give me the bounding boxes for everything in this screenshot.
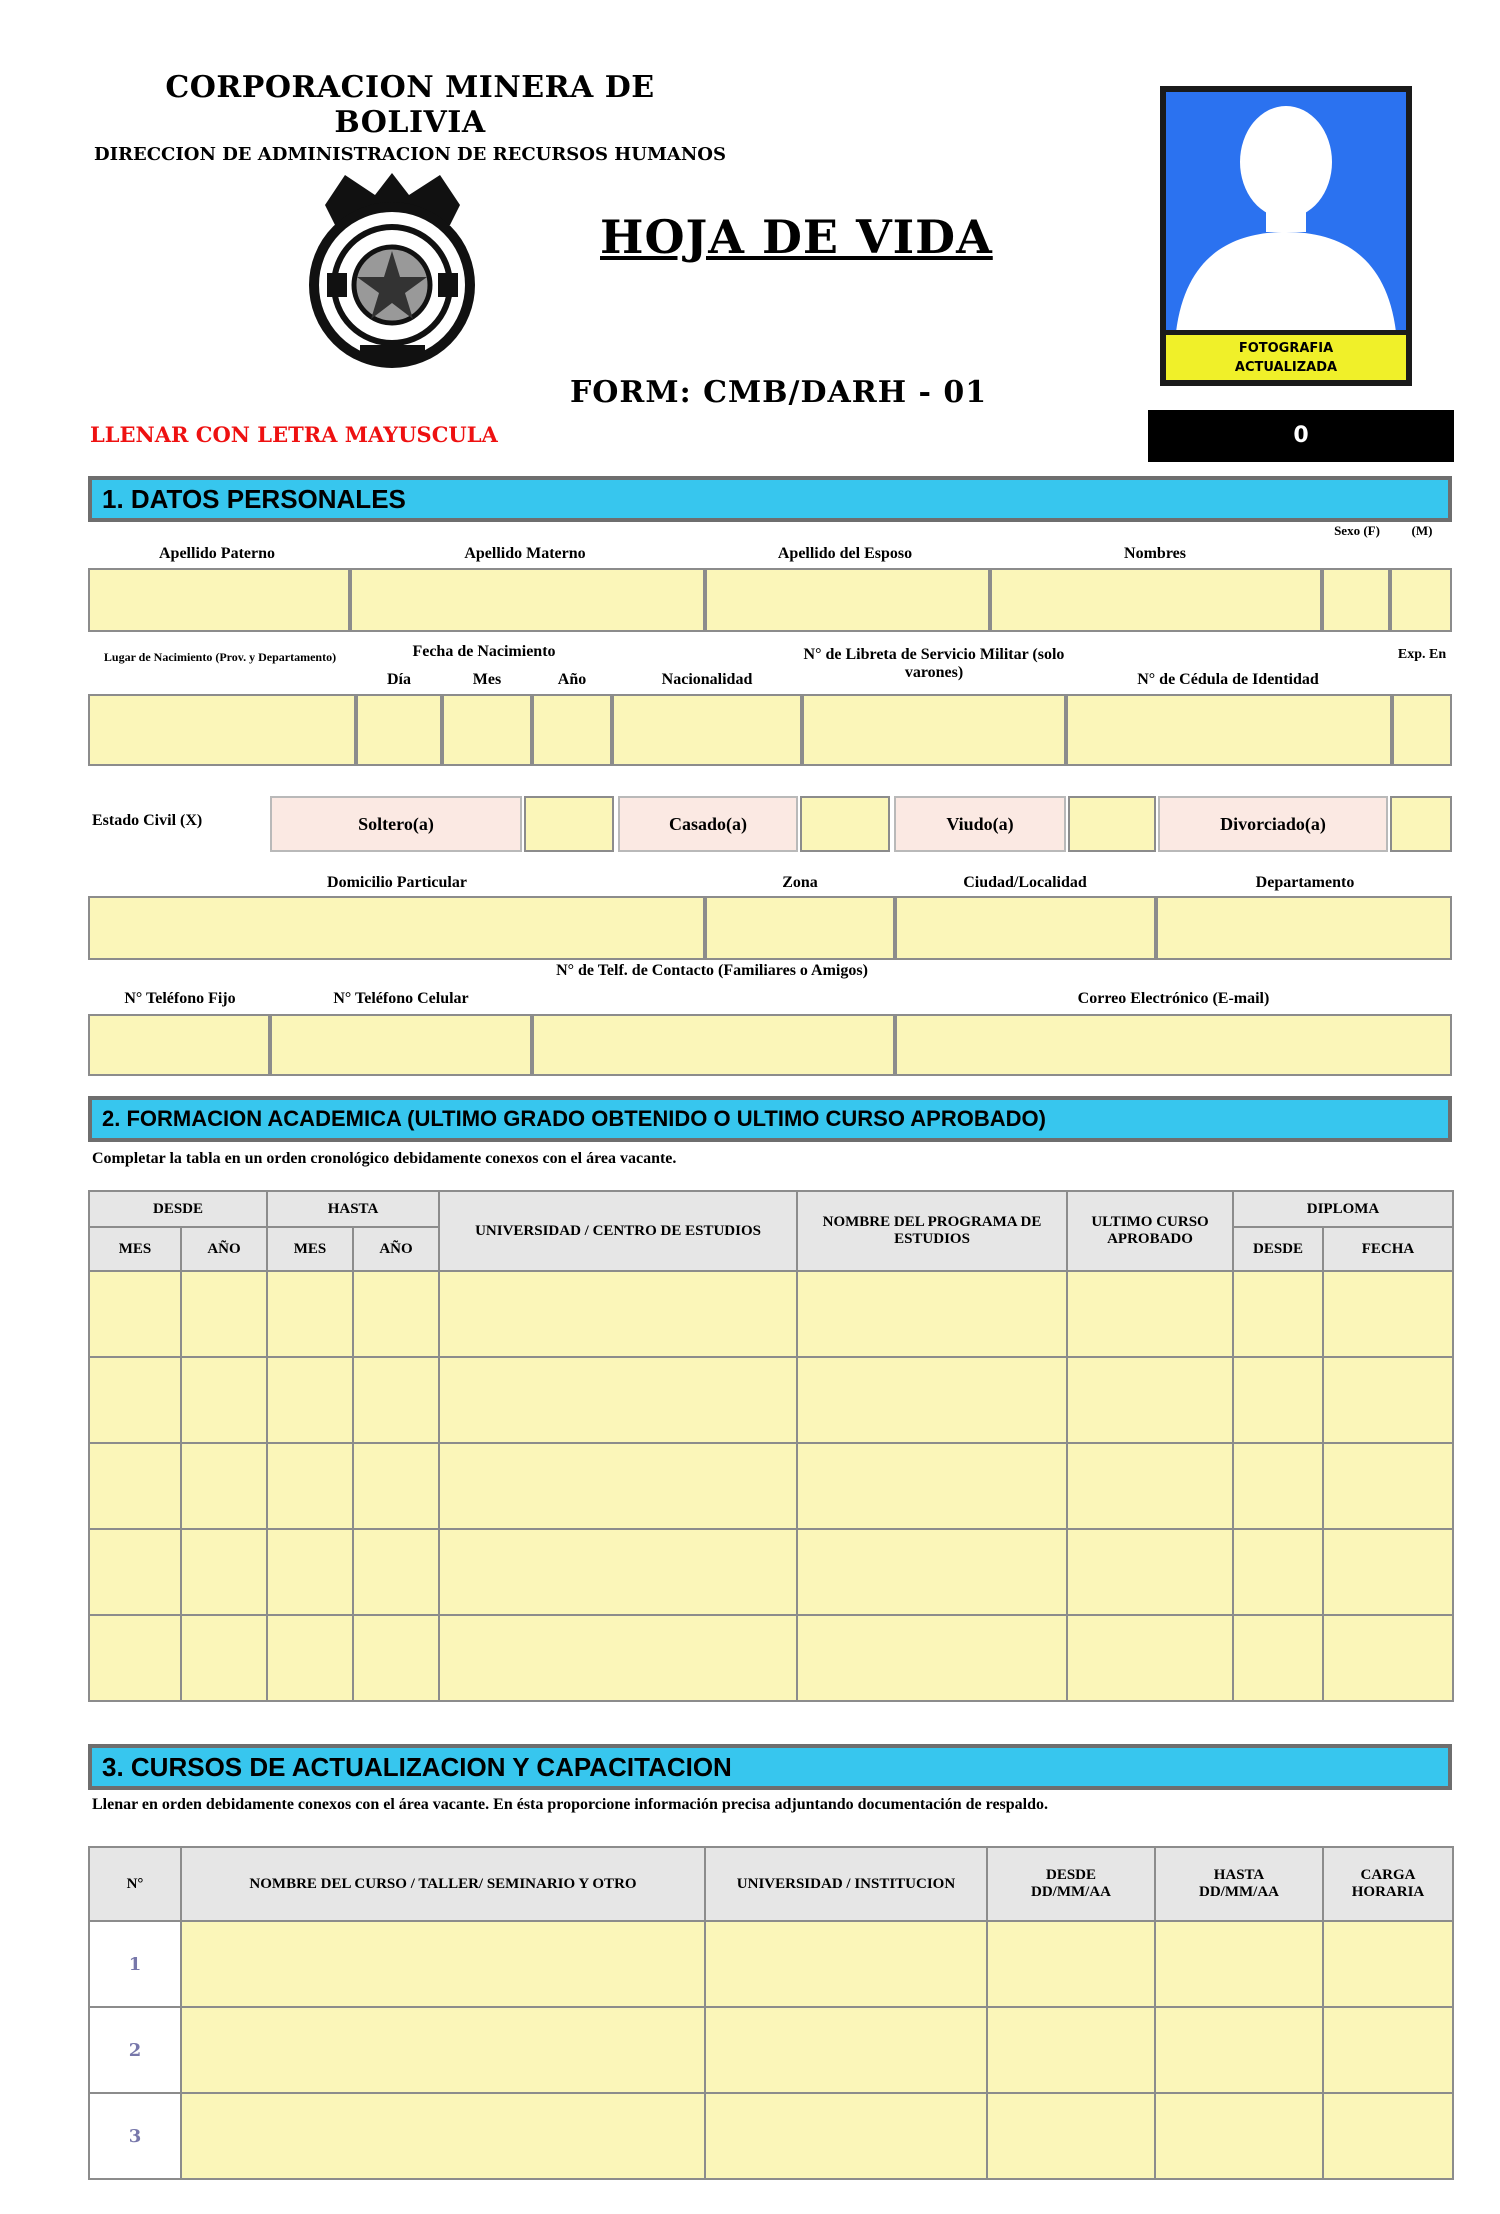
table-cell[interactable] (987, 2093, 1155, 2179)
names-field[interactable] (990, 568, 1322, 632)
table-cell[interactable] (1323, 1271, 1453, 1357)
table-row (89, 1921, 1453, 2007)
department-field[interactable] (1156, 896, 1452, 960)
table-cell[interactable] (1233, 1615, 1323, 1701)
table-cell[interactable] (267, 1357, 353, 1443)
table-cell[interactable] (1233, 1271, 1323, 1357)
table-cell[interactable] (181, 2007, 705, 2093)
table-cell[interactable] (267, 1443, 353, 1529)
label-email: Correo Electrónico (E-mail) (1077, 990, 1270, 1007)
table-cell[interactable] (797, 1271, 1067, 1357)
label-month: Mes (472, 671, 502, 688)
organization-header (90, 70, 730, 165)
issued-in-field[interactable] (1392, 694, 1452, 766)
table-cell[interactable] (797, 1357, 1067, 1443)
header-from-year: AÑO (181, 1227, 267, 1271)
table-cell[interactable] (267, 1529, 353, 1615)
table-cell[interactable] (987, 2007, 1155, 2093)
label-day: Día (387, 671, 411, 688)
table-cell[interactable] (181, 1443, 267, 1529)
sex-f-field[interactable] (1322, 568, 1390, 632)
table-cell[interactable] (353, 1357, 439, 1443)
table-cell[interactable] (439, 1271, 797, 1357)
emblem-logo-icon (305, 165, 480, 370)
table-cell[interactable] (439, 1443, 797, 1529)
label-city: Ciudad/Localidad (963, 874, 1087, 891)
label-civil-status: Estado Civil (X) (92, 812, 203, 829)
counter-field: 0 (1148, 410, 1454, 462)
training-table (88, 1846, 1454, 2180)
label-names: Nombres (1124, 545, 1186, 562)
table-cell[interactable] (89, 1271, 181, 1357)
table-cell[interactable] (1323, 1529, 1453, 1615)
birth-day-field[interactable] (356, 694, 442, 766)
header-number: N° (89, 1847, 181, 1921)
table-row (89, 1443, 1453, 1529)
table-cell[interactable] (353, 1529, 439, 1615)
table-cell[interactable] (439, 1357, 797, 1443)
organization-name: CORPORACION MINERA DE BOLIVIA (165, 70, 655, 140)
header-from-month: MES (89, 1227, 181, 1271)
section-2-note: Completar la tabla en un orden cronológico debidamente conexos con el área vacante. (92, 1150, 677, 1167)
nationality-field[interactable] (612, 694, 802, 766)
label-birthplace: Lugar de Nacimiento (Prov. y Departamento) (103, 650, 337, 664)
maternal-surname-field[interactable] (350, 568, 705, 632)
table-cell[interactable] (181, 1615, 267, 1701)
academic-table (88, 1190, 1454, 1702)
section-3-note: Llenar en orden debidamente conexos con el área vacante. En ésta proporcione información precisa adjuntando documentación de respaldo. (92, 1796, 1049, 1813)
header-course-name: NOMBRE DEL CURSO / TALLER/ SEMINARIO Y OTRO (181, 1847, 705, 1921)
table-cell[interactable] (1323, 1615, 1453, 1701)
section-1-header: 1. DATOS PERSONALES (88, 476, 1452, 522)
label-address: Domicilio Particular (327, 874, 467, 891)
table-cell[interactable] (1323, 2093, 1453, 2179)
civil-status-married-button[interactable]: Casado(a) (618, 796, 798, 852)
header-course-to: HASTA DD/MM/AA (1155, 1847, 1323, 1921)
table-cell[interactable] (1155, 1921, 1323, 2007)
table-cell[interactable] (705, 2093, 987, 2179)
header-to-month: MES (267, 1227, 353, 1271)
civil-status-widowed-field[interactable] (1068, 796, 1156, 852)
form-title: HOJA DE VIDA (600, 210, 993, 264)
label-contact-phone: N° de Telf. de Contacto (Familiares o Amigos) (556, 962, 868, 979)
civil-status-widowed-button[interactable]: Viudo(a) (894, 796, 1066, 852)
table-cell[interactable] (181, 1271, 267, 1357)
label-year: Año (557, 671, 587, 688)
table-cell[interactable] (797, 1443, 1067, 1529)
label-cellphone: N° Teléfono Celular (333, 990, 469, 1007)
spouse-surname-field[interactable] (705, 568, 990, 632)
birthplace-field[interactable] (88, 694, 356, 766)
table-cell[interactable] (1323, 1921, 1453, 2007)
id-card-field[interactable] (1066, 694, 1392, 766)
city-field[interactable] (895, 896, 1156, 960)
military-card-field[interactable] (802, 694, 1066, 766)
label-sex-f: Sexo (F) (1334, 523, 1380, 538)
table-cell[interactable] (705, 2007, 987, 2093)
table-cell[interactable] (1233, 1529, 1323, 1615)
civil-status-divorced-button[interactable]: Divorciado(a) (1158, 796, 1388, 852)
table-cell[interactable] (181, 1357, 267, 1443)
row-number: 2 (89, 2007, 181, 2093)
table-cell[interactable] (89, 1615, 181, 1701)
address-field[interactable] (88, 896, 705, 960)
table-row (89, 2007, 1453, 2093)
table-cell[interactable] (797, 1615, 1067, 1701)
header-hours: CARGA HORARIA (1323, 1847, 1453, 1921)
table-cell[interactable] (987, 1921, 1155, 2007)
label-military-card: N° de Libreta de Servicio Militar (solo varones) (803, 646, 1065, 681)
row-number: 3 (89, 2093, 181, 2179)
civil-status-single-field[interactable] (524, 796, 614, 852)
table-cell[interactable] (353, 1443, 439, 1529)
header-institution: UNIVERSIDAD / INSTITUCION (705, 1847, 987, 1921)
birth-year-field[interactable] (532, 694, 612, 766)
person-silhouette-icon (1166, 92, 1406, 332)
civil-status-divorced-field[interactable] (1390, 796, 1452, 852)
label-maternal-surname: Apellido Materno (464, 545, 586, 562)
label-sex-m: (M) (1411, 523, 1433, 538)
table-cell[interactable] (1067, 1357, 1233, 1443)
form-code: FORM: CMB/DARH - 01 (570, 375, 988, 410)
table-cell[interactable] (353, 1615, 439, 1701)
header-to: HASTA (267, 1191, 439, 1227)
header-last-course: ULTIMO CURSO APROBADO (1067, 1191, 1233, 1271)
label-department: Departamento (1255, 874, 1355, 891)
contact-phone-field[interactable] (532, 1014, 895, 1076)
header-from: DESDE (89, 1191, 267, 1227)
cellphone-field[interactable] (270, 1014, 532, 1076)
table-cell[interactable] (439, 1615, 797, 1701)
table-cell[interactable] (797, 1529, 1067, 1615)
birth-month-field[interactable] (442, 694, 532, 766)
table-cell[interactable] (1155, 2093, 1323, 2179)
civil-status-single-button[interactable]: Soltero(a) (270, 796, 522, 852)
table-cell[interactable] (1233, 1443, 1323, 1529)
header-to-year: AÑO (353, 1227, 439, 1271)
table-cell[interactable] (1323, 1357, 1453, 1443)
table-cell[interactable] (1067, 1615, 1233, 1701)
uppercase-warning: LLENAR CON LETRA MAYUSCULA (90, 422, 498, 447)
table-cell[interactable] (439, 1529, 797, 1615)
header-degree: DIPLOMA (1233, 1191, 1453, 1227)
label-issued-in: Exp. En (1397, 647, 1447, 662)
table-cell[interactable] (1067, 1529, 1233, 1615)
label-landline: N° Teléfono Fijo (124, 990, 236, 1007)
section-2-header: 2. FORMACION ACADEMICA (ULTIMO GRADO OBTENIDO O ULTIMO CURSO APROBADO) (88, 1096, 1452, 1142)
header-course-from: DESDE DD/MM/AA (987, 1847, 1155, 1921)
table-cell[interactable] (267, 1271, 353, 1357)
table-row (89, 1271, 1453, 1357)
table-cell[interactable] (181, 1529, 267, 1615)
table-cell[interactable] (89, 1357, 181, 1443)
table-cell[interactable] (1233, 1357, 1323, 1443)
table-cell[interactable] (89, 1529, 181, 1615)
email-field[interactable] (895, 1014, 1452, 1076)
table-cell[interactable] (1067, 1443, 1233, 1529)
label-birthdate: Fecha de Nacimiento (412, 643, 556, 660)
table-cell[interactable] (1155, 2007, 1323, 2093)
table-row (89, 1357, 1453, 1443)
table-cell[interactable] (267, 1615, 353, 1701)
section-3-header: 3. CURSOS DE ACTUALIZACION Y CAPACITACION (88, 1744, 1452, 1790)
table-cell[interactable] (181, 1921, 705, 2007)
table-row (89, 2093, 1453, 2179)
landline-field[interactable] (88, 1014, 270, 1076)
table-cell[interactable] (1067, 1271, 1233, 1357)
header-degree-from: DESDE (1233, 1227, 1323, 1271)
organization-subtitle: DIRECCION DE ADMINISTRACION DE RECURSOS HUMANOS (94, 144, 726, 165)
table-cell[interactable] (705, 1921, 987, 2007)
paternal-surname-field[interactable] (88, 568, 350, 632)
label-spouse-surname: Apellido del Esposo (777, 545, 913, 562)
table-cell[interactable] (353, 1271, 439, 1357)
table-cell[interactable] (89, 1443, 181, 1529)
header-degree-date: FECHA (1323, 1227, 1453, 1271)
civil-status-married-field[interactable] (800, 796, 890, 852)
table-row (89, 1529, 1453, 1615)
photo-label: FOTOGRAFIA ACTUALIZADA (1166, 330, 1406, 380)
sex-m-field[interactable] (1390, 568, 1452, 632)
row-number: 1 (89, 1921, 181, 2007)
table-row (89, 1615, 1453, 1701)
label-paternal-surname: Apellido Paterno (159, 545, 275, 562)
photo-box[interactable] (1160, 86, 1412, 386)
label-id-card: N° de Cédula de Identidad (1137, 671, 1319, 688)
table-cell[interactable] (181, 2093, 705, 2179)
zone-field[interactable] (705, 896, 895, 960)
table-cell[interactable] (1323, 1443, 1453, 1529)
label-zone: Zona (782, 874, 818, 891)
header-university: UNIVERSIDAD / CENTRO DE ESTUDIOS (439, 1191, 797, 1271)
table-cell[interactable] (1323, 2007, 1453, 2093)
label-nationality: Nacionalidad (661, 671, 753, 688)
header-program: NOMBRE DEL PROGRAMA DE ESTUDIOS (797, 1191, 1067, 1271)
